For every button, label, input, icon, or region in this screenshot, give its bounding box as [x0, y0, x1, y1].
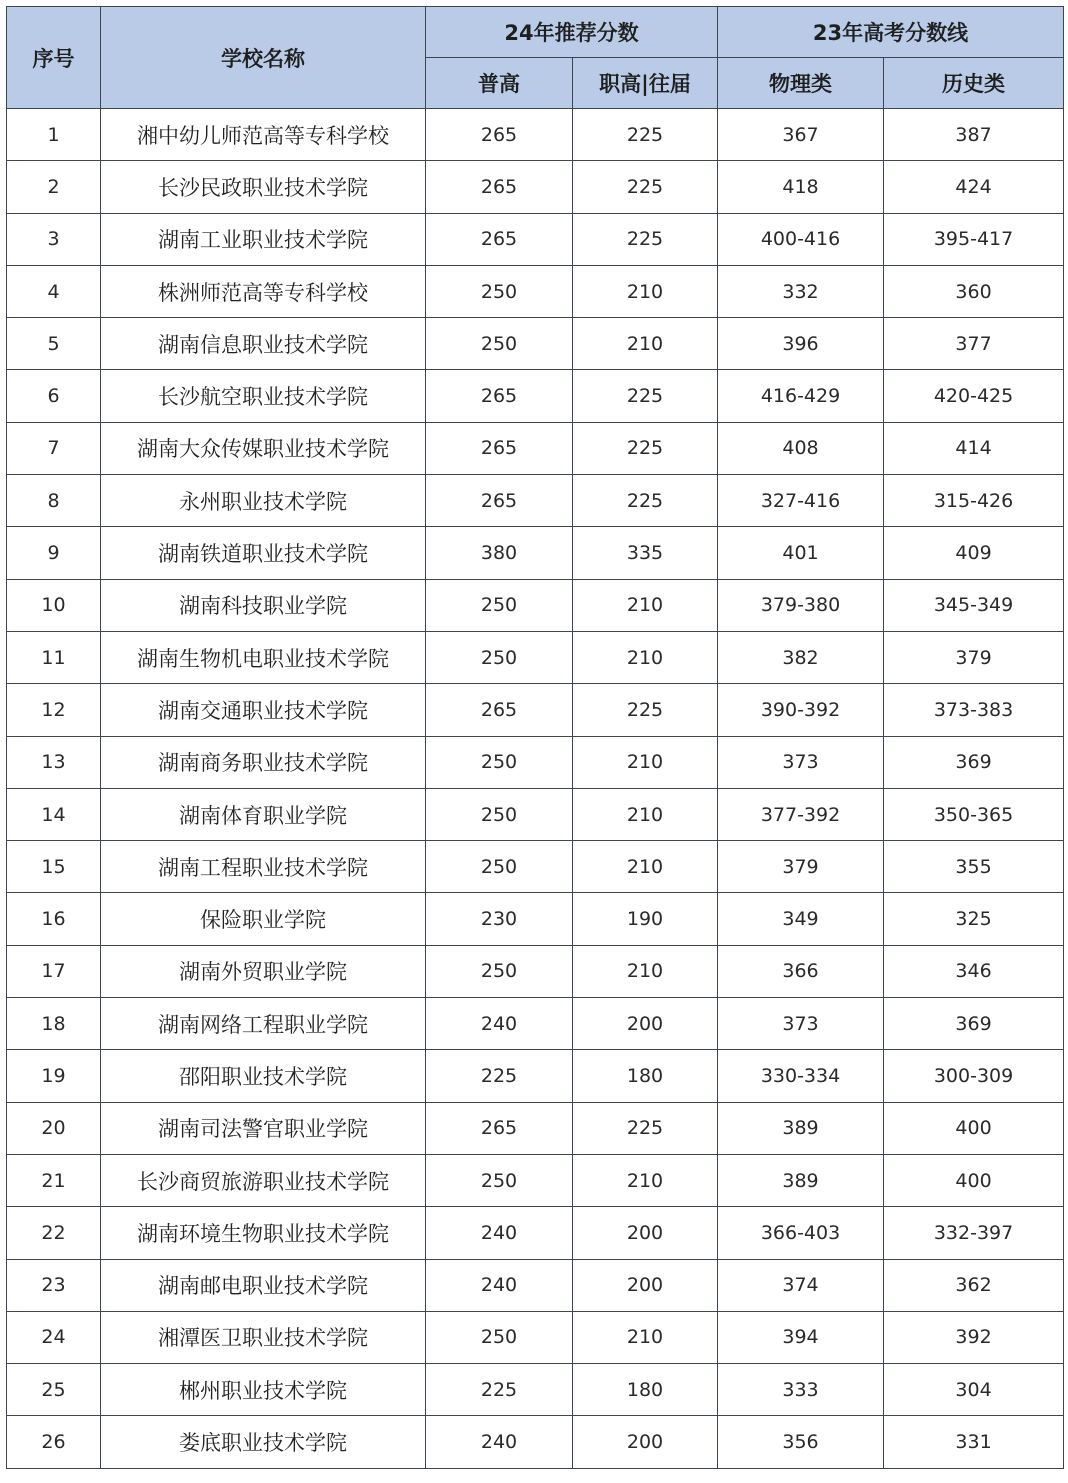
header-zhigao: 职高|往届	[573, 58, 718, 109]
table-row	[7, 527, 1064, 579]
cell-zhigao: 200	[573, 1259, 718, 1311]
cell-pugao: 250	[426, 1311, 573, 1363]
cell-school-name: 湖南铁道职业技术学院	[101, 527, 426, 579]
cell-school-name: 娄底职业技术学院	[101, 1416, 426, 1468]
cell-wuli: 377-392	[718, 788, 884, 840]
cell-lishi: 315-426	[884, 475, 1064, 527]
cell-school-name: 湖南外贸职业学院	[101, 945, 426, 997]
cell-wuli: 396	[718, 318, 884, 370]
cell-pugao: 250	[426, 1154, 573, 1206]
cell-lishi: 424	[884, 161, 1064, 213]
cell-school-name: 永州职业技术学院	[101, 475, 426, 527]
cell-wuli: 332	[718, 265, 884, 317]
header-wuli: 物理类	[718, 58, 884, 109]
cell-pugao: 250	[426, 631, 573, 683]
cell-zhigao: 210	[573, 318, 718, 370]
cell-wuli: 389	[718, 1154, 884, 1206]
cell-index: 24	[7, 1311, 101, 1363]
table-row	[7, 109, 1064, 161]
cell-zhigao: 225	[573, 213, 718, 265]
score-table	[6, 6, 1064, 1469]
cell-school-name: 湖南工业职业技术学院	[101, 213, 426, 265]
cell-pugao: 380	[426, 527, 573, 579]
cell-index: 2	[7, 161, 101, 213]
cell-school-name: 湖南生物机电职业技术学院	[101, 631, 426, 683]
cell-pugao: 265	[426, 475, 573, 527]
header-group-24-recommended: 24年推荐分数	[426, 7, 718, 58]
cell-pugao: 250	[426, 788, 573, 840]
cell-zhigao: 210	[573, 736, 718, 788]
cell-lishi: 350-365	[884, 788, 1064, 840]
table-row	[7, 1259, 1064, 1311]
table-row	[7, 1207, 1064, 1259]
cell-lishi: 420-425	[884, 370, 1064, 422]
cell-school-name: 湖南交通职业技术学院	[101, 684, 426, 736]
table-row	[7, 161, 1064, 213]
cell-index: 13	[7, 736, 101, 788]
cell-zhigao: 210	[573, 265, 718, 317]
cell-pugao: 250	[426, 736, 573, 788]
cell-zhigao: 225	[573, 1102, 718, 1154]
cell-index: 10	[7, 579, 101, 631]
cell-lishi: 373-383	[884, 684, 1064, 736]
cell-lishi: 414	[884, 422, 1064, 474]
cell-index: 15	[7, 841, 101, 893]
cell-school-name: 郴州职业技术学院	[101, 1364, 426, 1416]
cell-lishi: 355	[884, 841, 1064, 893]
cell-pugao: 265	[426, 161, 573, 213]
cell-pugao: 250	[426, 945, 573, 997]
cell-school-name: 湘潭医卫职业技术学院	[101, 1311, 426, 1363]
table-row	[7, 318, 1064, 370]
cell-school-name: 湖南信息职业技术学院	[101, 318, 426, 370]
cell-wuli: 327-416	[718, 475, 884, 527]
cell-school-name: 湖南商务职业技术学院	[101, 736, 426, 788]
table-body	[7, 109, 1064, 1469]
cell-school-name: 湖南体育职业学院	[101, 788, 426, 840]
cell-lishi: 345-349	[884, 579, 1064, 631]
cell-zhigao: 225	[573, 422, 718, 474]
table-row	[7, 1102, 1064, 1154]
cell-lishi: 395-417	[884, 213, 1064, 265]
cell-school-name: 邵阳职业技术学院	[101, 1050, 426, 1102]
table-row	[7, 684, 1064, 736]
cell-school-name: 长沙航空职业技术学院	[101, 370, 426, 422]
table-row	[7, 213, 1064, 265]
cell-lishi: 360	[884, 265, 1064, 317]
cell-pugao: 250	[426, 265, 573, 317]
cell-index: 22	[7, 1207, 101, 1259]
cell-index: 19	[7, 1050, 101, 1102]
cell-index: 3	[7, 213, 101, 265]
cell-index: 1	[7, 109, 101, 161]
table-row	[7, 1416, 1064, 1468]
cell-lishi: 332-397	[884, 1207, 1064, 1259]
cell-school-name: 湖南环境生物职业技术学院	[101, 1207, 426, 1259]
cell-lishi: 387	[884, 109, 1064, 161]
cell-pugao: 230	[426, 893, 573, 945]
cell-lishi: 325	[884, 893, 1064, 945]
cell-zhigao: 225	[573, 161, 718, 213]
cell-index: 16	[7, 893, 101, 945]
cell-wuli: 418	[718, 161, 884, 213]
cell-wuli: 389	[718, 1102, 884, 1154]
table-row	[7, 1311, 1064, 1363]
cell-zhigao: 335	[573, 527, 718, 579]
cell-lishi: 304	[884, 1364, 1064, 1416]
cell-pugao: 240	[426, 998, 573, 1050]
cell-zhigao: 200	[573, 1207, 718, 1259]
table-row	[7, 579, 1064, 631]
cell-index: 20	[7, 1102, 101, 1154]
cell-pugao: 225	[426, 1364, 573, 1416]
cell-index: 21	[7, 1154, 101, 1206]
cell-pugao: 250	[426, 841, 573, 893]
cell-school-name: 湘中幼儿师范高等专科学校	[101, 109, 426, 161]
cell-pugao: 250	[426, 579, 573, 631]
cell-wuli: 379	[718, 841, 884, 893]
cell-index: 8	[7, 475, 101, 527]
header-lishi: 历史类	[884, 58, 1064, 109]
cell-zhigao: 225	[573, 684, 718, 736]
cell-pugao: 250	[426, 318, 573, 370]
cell-lishi: 377	[884, 318, 1064, 370]
table-row	[7, 998, 1064, 1050]
cell-index: 7	[7, 422, 101, 474]
cell-index: 25	[7, 1364, 101, 1416]
cell-zhigao: 180	[573, 1050, 718, 1102]
cell-zhigao: 210	[573, 1154, 718, 1206]
cell-pugao: 240	[426, 1416, 573, 1468]
cell-pugao: 265	[426, 684, 573, 736]
cell-zhigao: 180	[573, 1364, 718, 1416]
table-row	[7, 475, 1064, 527]
cell-index: 9	[7, 527, 101, 579]
cell-index: 18	[7, 998, 101, 1050]
cell-zhigao: 200	[573, 998, 718, 1050]
cell-zhigao: 210	[573, 841, 718, 893]
cell-wuli: 367	[718, 109, 884, 161]
cell-wuli: 373	[718, 736, 884, 788]
cell-zhigao: 210	[573, 788, 718, 840]
cell-school-name: 株洲师范高等专科学校	[101, 265, 426, 317]
cell-lishi: 392	[884, 1311, 1064, 1363]
cell-index: 5	[7, 318, 101, 370]
cell-school-name: 湖南大众传媒职业技术学院	[101, 422, 426, 474]
table-header	[7, 7, 1064, 109]
cell-index: 17	[7, 945, 101, 997]
cell-lishi: 331	[884, 1416, 1064, 1468]
table-row	[7, 841, 1064, 893]
table-row	[7, 370, 1064, 422]
cell-zhigao: 190	[573, 893, 718, 945]
cell-pugao: 265	[426, 370, 573, 422]
cell-wuli: 333	[718, 1364, 884, 1416]
cell-lishi: 379	[884, 631, 1064, 683]
cell-wuli: 330-334	[718, 1050, 884, 1102]
cell-index: 6	[7, 370, 101, 422]
cell-school-name: 湖南科技职业学院	[101, 579, 426, 631]
cell-zhigao: 210	[573, 1311, 718, 1363]
table-row	[7, 1050, 1064, 1102]
cell-lishi: 346	[884, 945, 1064, 997]
cell-lishi: 362	[884, 1259, 1064, 1311]
cell-school-name: 长沙民政职业技术学院	[101, 161, 426, 213]
table-row	[7, 265, 1064, 317]
cell-school-name: 保险职业学院	[101, 893, 426, 945]
cell-pugao: 240	[426, 1259, 573, 1311]
cell-zhigao: 200	[573, 1416, 718, 1468]
cell-lishi: 400	[884, 1154, 1064, 1206]
cell-index: 4	[7, 265, 101, 317]
table-row	[7, 631, 1064, 683]
cell-wuli: 366	[718, 945, 884, 997]
table-row	[7, 945, 1064, 997]
cell-index: 23	[7, 1259, 101, 1311]
cell-wuli: 401	[718, 527, 884, 579]
cell-wuli: 379-380	[718, 579, 884, 631]
table-row	[7, 422, 1064, 474]
cell-school-name: 湖南司法警官职业学院	[101, 1102, 426, 1154]
cell-wuli: 374	[718, 1259, 884, 1311]
cell-wuli: 394	[718, 1311, 884, 1363]
cell-lishi: 300-309	[884, 1050, 1064, 1102]
cell-wuli: 408	[718, 422, 884, 474]
table-row	[7, 788, 1064, 840]
cell-school-name: 湖南网络工程职业学院	[101, 998, 426, 1050]
header-group-23-cutoff: 23年高考分数线	[718, 7, 1064, 58]
cell-pugao: 265	[426, 1102, 573, 1154]
cell-lishi: 400	[884, 1102, 1064, 1154]
cell-index: 26	[7, 1416, 101, 1468]
cell-wuli: 366-403	[718, 1207, 884, 1259]
cell-wuli: 382	[718, 631, 884, 683]
table-row	[7, 1154, 1064, 1206]
cell-lishi: 409	[884, 527, 1064, 579]
table-row	[7, 893, 1064, 945]
cell-index: 11	[7, 631, 101, 683]
score-table-container	[6, 6, 1063, 1469]
header-school-name: 学校名称	[101, 7, 426, 109]
cell-wuli: 390-392	[718, 684, 884, 736]
header-index: 序号	[7, 7, 101, 109]
cell-lishi: 369	[884, 736, 1064, 788]
table-row	[7, 1364, 1064, 1416]
cell-wuli: 349	[718, 893, 884, 945]
cell-zhigao: 210	[573, 945, 718, 997]
header-pugao: 普高	[426, 58, 573, 109]
cell-zhigao: 210	[573, 579, 718, 631]
cell-lishi: 369	[884, 998, 1064, 1050]
cell-school-name: 湖南工程职业技术学院	[101, 841, 426, 893]
cell-index: 12	[7, 684, 101, 736]
cell-zhigao: 225	[573, 109, 718, 161]
cell-pugao: 265	[426, 109, 573, 161]
cell-pugao: 265	[426, 213, 573, 265]
cell-pugao: 265	[426, 422, 573, 474]
cell-index: 14	[7, 788, 101, 840]
cell-wuli: 416-429	[718, 370, 884, 422]
table-row	[7, 736, 1064, 788]
cell-pugao: 240	[426, 1207, 573, 1259]
cell-school-name: 长沙商贸旅游职业技术学院	[101, 1154, 426, 1206]
cell-school-name: 湖南邮电职业技术学院	[101, 1259, 426, 1311]
cell-wuli: 356	[718, 1416, 884, 1468]
cell-zhigao: 225	[573, 475, 718, 527]
cell-wuli: 373	[718, 998, 884, 1050]
cell-wuli: 400-416	[718, 213, 884, 265]
cell-zhigao: 225	[573, 370, 718, 422]
cell-pugao: 225	[426, 1050, 573, 1102]
cell-zhigao: 210	[573, 631, 718, 683]
